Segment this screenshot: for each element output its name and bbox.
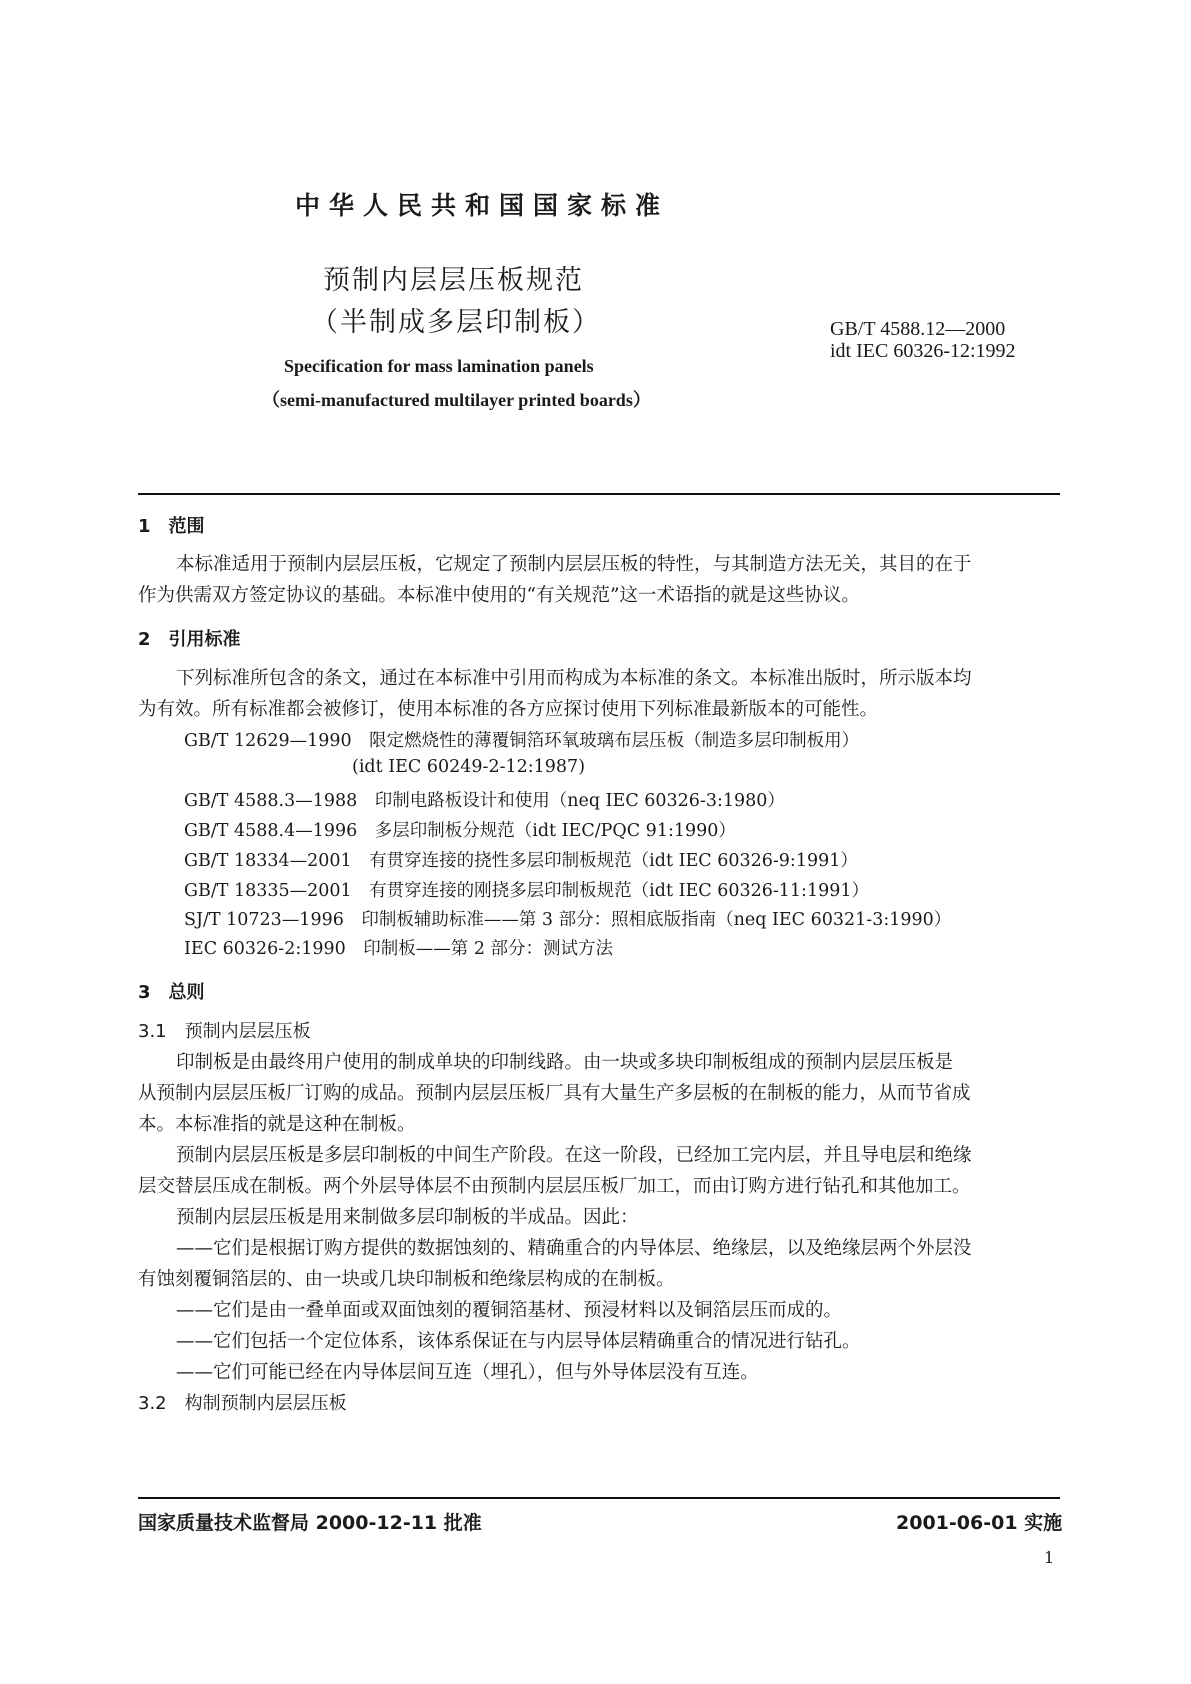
section-1-heading: 1 范围 (138, 516, 205, 537)
section-3-1-heading: 3.1 预制内层层压板 (138, 1021, 311, 1042)
title-cn-line1: 预制内层层压板规范 (323, 265, 584, 296)
section-2-text-line1: 下列标准所包含的条文，通过在本标准中引用而构成为本标准的条文。本标准出版时，所示版本均 (176, 668, 972, 689)
bullet-item-4: ——它们可能已经在内导体层间互连（埋孔），但与外导体层没有互连。 (176, 1362, 759, 1383)
section-3-1-para1-line3: 本。本标准指的就是这种在制板。 (138, 1114, 416, 1135)
section-2-text-line2: 为有效。所有标准都会被修订，使用本标准的各方应探讨使用下列标准最新版本的可能性。 (138, 699, 879, 720)
section-3-1-para2-line2: 层交替层压成在制板。两个外层导体层不由预制内层层压板厂加工，而由订购方进行钻孔和其他加工。 (138, 1176, 971, 1197)
reference-item: GB/T 4588.4—1996 多层印制板分规范（idt IEC/PQC 91:1990） (184, 821, 736, 841)
section-3-1-para1-line2: 从预制内层层压板厂订购的成品。预制内层层压板厂具有大量生产多层板的在制板的能力，从而节省成 (138, 1083, 971, 1104)
reference-item: GB/T 18334—2001 有贯穿连接的挠性多层印制板规范（idt IEC 60326-9:1991） (184, 851, 858, 871)
bullet-item-1-line2: 有蚀刻覆铜箔层的、由一块或几块印制板和绝缘层构成的在制板。 (138, 1269, 675, 1290)
reference-item-continuation: (idt IEC 60249-2-12:1987) (352, 757, 586, 777)
section-3-heading: 3 总则 (138, 982, 205, 1003)
reference-item: IEC 60326-2:1990 印制板——第 2 部分：测试方法 (184, 939, 614, 959)
section-3-1-para3: 预制内层层压板是用来制做多层印制板的半成品。因此： (176, 1207, 639, 1228)
approval-date: 国家质量技术监督局 2000-12-11 批准 (138, 1512, 482, 1534)
section-2-heading: 2 引用标准 (138, 629, 241, 650)
reference-item: GB/T 4588.3—1988 印制电路板设计和使用（neq IEC 60326-3:1980） (184, 791, 785, 811)
section-1-text-line2: 作为供需双方签定协议的基础。本标准中使用的“有关规范”这一术语指的就是这些协议。 (138, 585, 860, 606)
bullet-item-3: ——它们包括一个定位体系，该体系保证在与内层导体层精确重合的情况进行钻孔。 (176, 1331, 861, 1352)
title-cn-line2: （半制成多层印制板） (311, 307, 601, 338)
reference-item: SJ/T 10723—1996 印制板辅助标准——第 3 部分：照相底版指南（neq IEC 60321-3:1990） (184, 910, 952, 930)
standard-idt-code: idt IEC 60326-12:1992 (830, 340, 1016, 362)
section-3-1-para1-line1: 印制板是由最终用户使用的制成单块的印制线路。由一块或多块印制板组成的预制内层层压板是 (176, 1052, 954, 1073)
title-en-line1: Specification for mass lamination panels (284, 356, 594, 376)
section-1-text-line1: 本标准适用于预制内层层压板，它规定了预制内层层压板的特性，与其制造方法无关，其目的在于 (176, 554, 972, 575)
header-divider (138, 493, 1060, 495)
nation-standard-heading: 中华人民共和国国家标准 (295, 191, 670, 220)
implementation-date: 2001-06-01 实施 (896, 1512, 1063, 1534)
bullet-item-1-line1: ——它们是根据订购方提供的数据蚀刻的、精确重合的内导体层、绝缘层，以及绝缘层两个外层没 (176, 1238, 972, 1259)
reference-item: GB/T 12629—1990 限定燃烧性的薄覆铜箔环氧玻璃布层压板（制造多层印制板用） (184, 731, 860, 751)
title-en-line2: （semi-manufactured multilayer printed boards） (262, 390, 651, 410)
section-3-1-para2-line1: 预制内层层压板是多层印制板的中间生产阶段。在这一阶段，已经加工完内层，并且导电层和绝缘 (176, 1145, 972, 1166)
page-number: 1 (1044, 1548, 1055, 1567)
footer-divider (138, 1497, 1060, 1499)
bullet-item-2: ——它们是由一叠单面或双面蚀刻的覆铜箔基材、预浸材料以及铜箔层压而成的。 (176, 1300, 843, 1321)
reference-item: GB/T 18335—2001 有贯穿连接的刚挠多层印制板规范（idt IEC 60326-11:1991） (184, 881, 869, 901)
section-3-2-heading: 3.2 构制预制内层层压板 (138, 1393, 347, 1414)
standard-code: GB/T 4588.12—2000 (830, 318, 1006, 340)
